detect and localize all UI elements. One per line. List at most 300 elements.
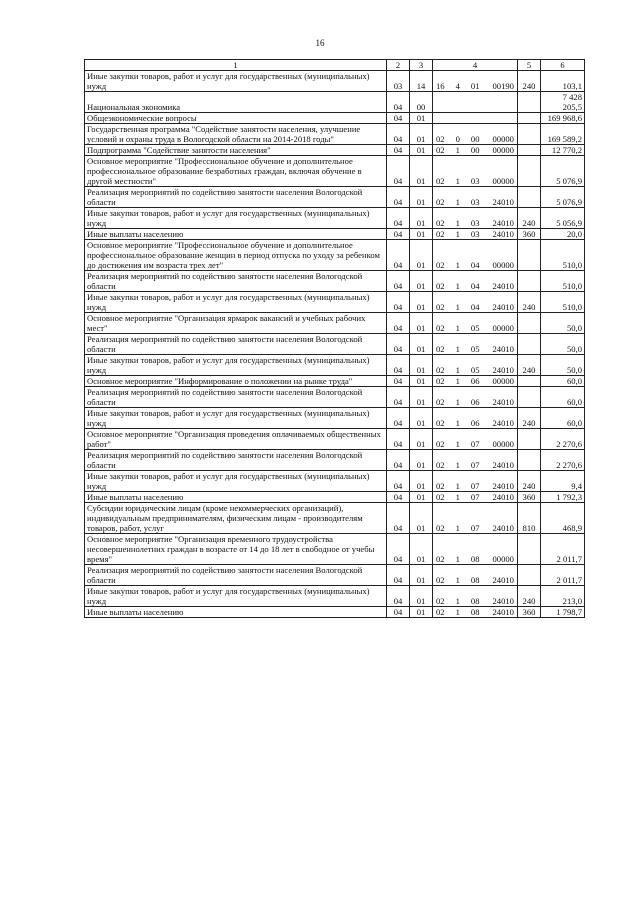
row-name-cell: Подпрограмма "Содействие занятости населения" [85,145,387,156]
row-name-cell: Реализация мероприятий по содействию занятости населения Вологодской области [85,565,387,586]
target-code [433,176,517,186]
table-row [85,408,585,429]
row-expense-type-cell: 240 [518,71,541,92]
row-section-cell: 04 [387,113,410,124]
row-subsection-cell: 01 [410,429,433,450]
table-row [85,534,585,565]
row-amount-cell: 103,1 [541,71,585,92]
target-code-part: 02 [436,229,445,239]
target-code-part: 1 [455,460,460,470]
row-section-cell: 04 [387,156,410,187]
row-amount-cell: 5 076,9 [541,187,585,208]
row-amount-cell: 20,0 [541,229,585,240]
target-code [433,607,517,617]
target-code-part: 02 [436,302,445,312]
row-name-cell: Реализация мероприятий по содействию занятости населения Вологодской области [85,187,387,208]
row-amount-cell: 7 428 205,5 [541,92,585,113]
row-target-code-cell [433,229,518,240]
table-row [85,471,585,492]
row-amount-cell: 50,0 [541,334,585,355]
table-row [85,145,585,156]
target-code-part: 03 [470,197,480,207]
row-expense-type-cell [518,92,541,113]
row-amount-cell: 2 011,7 [541,534,585,565]
row-expense-type-cell [518,187,541,208]
table-row [85,492,585,503]
target-code-part: 1 [455,229,460,239]
target-code-part: 03 [470,229,480,239]
row-target-code-cell [433,607,518,618]
target-code-part: 24010 [492,575,514,585]
target-code-part: 1 [455,554,460,564]
target-code-part: 1 [455,596,460,606]
row-name-cell: Национальная экономика [85,92,387,113]
target-code-part: 02 [436,481,445,491]
table-row [85,313,585,334]
row-target-code-cell [433,471,518,492]
row-expense-type-cell [518,450,541,471]
row-target-code-cell [433,313,518,334]
row-name-cell: Иные закупки товаров, работ и услуг для государственных (муниципальных) нужд [85,408,387,429]
target-code-part: 02 [436,197,445,207]
target-code-part: 06 [470,397,480,407]
row-section-cell: 04 [387,187,410,208]
row-subsection-cell: 01 [410,387,433,408]
target-code [433,439,517,449]
target-code-part: 02 [436,596,445,606]
row-subsection-cell: 01 [410,492,433,503]
row-section-cell: 04 [387,313,410,334]
row-expense-type-cell [518,334,541,355]
row-target-code-cell [433,208,518,229]
row-target-code-cell [433,492,518,503]
row-section-cell: 04 [387,271,410,292]
row-subsection-cell: 01 [410,408,433,429]
table-row [85,450,585,471]
target-code-part: 00000 [492,323,514,333]
row-subsection-cell: 01 [410,607,433,618]
target-code [433,460,517,470]
row-section-cell: 04 [387,92,410,113]
target-code-part: 24010 [492,229,514,239]
row-amount-cell: 50,0 [541,313,585,334]
row-expense-type-cell [518,534,541,565]
row-amount-cell: 2 011,7 [541,565,585,586]
target-code-part: 00000 [492,134,514,144]
row-name-cell: Основное мероприятие "Информирование о положении на рынке труда" [85,376,387,387]
table-row [85,376,585,387]
row-section-cell: 04 [387,240,410,271]
target-code-part: 05 [470,323,480,333]
table-row [85,229,585,240]
row-name-cell: Реализация мероприятий по содействию занятости населения Вологодской области [85,271,387,292]
row-name-cell: Субсидии юридическим лицам (кроме некоммерческих организаций), индивидуальным предпринимателям, физическим лицам - производителям товаров, работ, услуг [85,503,387,534]
row-name-cell: Общеэкономические вопросы [85,113,387,124]
target-code [433,418,517,428]
target-code-part: 03 [470,176,480,186]
row-expense-type-cell: 240 [518,292,541,313]
row-subsection-cell: 14 [410,71,433,92]
row-target-code-cell [433,586,518,607]
row-amount-cell: 5 076,9 [541,156,585,187]
target-code-part: 06 [470,376,480,386]
row-subsection-cell: 01 [410,156,433,187]
row-subsection-cell: 01 [410,145,433,156]
target-code-part: 00 [470,145,480,155]
target-code-part: 02 [436,418,445,428]
row-expense-type-cell: 240 [518,355,541,376]
row-expense-type-cell: 240 [518,208,541,229]
target-code [433,197,517,207]
target-code-part: 1 [455,344,460,354]
target-code-part: 1 [455,492,460,502]
target-code-part: 1 [455,376,460,386]
row-target-code-cell [433,292,518,313]
target-code-part: 01 [470,81,480,91]
row-subsection-cell: 01 [410,450,433,471]
target-code-part: 1 [455,418,460,428]
row-section-cell: 04 [387,607,410,618]
target-code-part: 02 [436,492,445,502]
target-code-part: 04 [470,260,480,270]
row-target-code-cell [433,534,518,565]
target-code-part: 00000 [492,176,514,186]
row-expense-type-cell [518,145,541,156]
target-code-part: 24010 [492,344,514,354]
row-section-cell: 04 [387,534,410,565]
row-subsection-cell: 01 [410,271,433,292]
row-target-code-cell [433,503,518,534]
target-code-part: 1 [455,145,460,155]
target-code-part: 1 [455,323,460,333]
row-expense-type-cell [518,240,541,271]
row-name-cell: Основное мероприятие "Организация временного трудоустройства несовершеннолетних граждан в возрасте от 14 до 18 лет в свободное от учебы время" [85,534,387,565]
row-name-cell: Иные выплаты населению [85,607,387,618]
row-section-cell: 04 [387,355,410,376]
table-row [85,387,585,408]
table-row [85,92,585,113]
target-code [433,260,517,270]
target-code [433,376,517,386]
row-expense-type-cell [518,565,541,586]
row-subsection-cell: 01 [410,229,433,240]
table-row [85,240,585,271]
row-amount-cell: 2 270,6 [541,429,585,450]
target-code-part: 1 [455,260,460,270]
row-target-code-cell [433,376,518,387]
table-row [85,124,585,145]
target-code [433,492,517,502]
row-subsection-cell: 01 [410,313,433,334]
row-amount-cell: 60,0 [541,408,585,429]
target-code-part: 04 [470,281,480,291]
target-code-part: 1 [455,575,460,585]
row-section-cell: 04 [387,429,410,450]
row-subsection-cell: 00 [410,92,433,113]
row-target-code-cell [433,71,518,92]
target-code [433,344,517,354]
row-section-cell: 04 [387,334,410,355]
row-section-cell: 04 [387,503,410,534]
target-code-part: 02 [436,218,445,228]
target-code-part: 05 [470,344,480,354]
target-code-part: 02 [436,575,445,585]
row-amount-cell: 5 056,9 [541,208,585,229]
target-code-part: 02 [436,134,445,144]
row-name-cell: Иные закупки товаров, работ и услуг для государственных (муниципальных) нужд [85,355,387,376]
target-code-part: 00000 [492,439,514,449]
row-expense-type-cell [518,313,541,334]
table-row [85,156,585,187]
row-section-cell: 04 [387,387,410,408]
target-code-part: 00 [470,134,480,144]
target-code-part: 1 [455,281,460,291]
target-code [433,323,517,333]
target-code-part: 02 [436,523,445,533]
row-name-cell: Основное мероприятие "Профессиональное обучение и дополнительное профессиональное образование женщин в период отпуска по уходу за ребенком до достижения им возраста трех лет" [85,240,387,271]
row-name-cell: Основное мероприятие "Организация ярмарок вакансий и учебных рабочих мест" [85,313,387,334]
row-section-cell: 04 [387,124,410,145]
target-code-part: 1 [455,397,460,407]
row-expense-type-cell [518,429,541,450]
target-code-part: 1 [455,523,460,533]
target-code-part: 08 [470,554,480,564]
row-target-code-cell [433,240,518,271]
target-code-part: 4 [455,81,460,91]
target-code-part: 04 [470,302,480,312]
row-amount-cell: 1 798,7 [541,607,585,618]
target-code-part: 02 [436,145,445,155]
header-cell: 5 [518,60,541,71]
row-expense-type-cell [518,376,541,387]
target-code-part: 24010 [492,481,514,491]
target-code-part: 00190 [492,81,514,91]
row-section-cell: 04 [387,229,410,240]
row-amount-cell: 510,0 [541,292,585,313]
row-name-cell: Основное мероприятие "Организация проведения оплачиваемых общественных работ" [85,429,387,450]
target-code-part: 03 [470,218,480,228]
row-amount-cell: 2 270,6 [541,450,585,471]
row-expense-type-cell: 360 [518,492,541,503]
row-target-code-cell [433,92,518,113]
target-code-part: 24010 [492,523,514,533]
target-code-part: 07 [470,460,480,470]
row-amount-cell: 510,0 [541,271,585,292]
row-target-code-cell [433,113,518,124]
row-target-code-cell [433,408,518,429]
row-name-cell: Иные закупки товаров, работ и услуг для государственных (муниципальных) нужд [85,71,387,92]
target-code-part: 1 [455,481,460,491]
row-amount-cell: 9,4 [541,471,585,492]
table-row [85,503,585,534]
target-code-part: 02 [436,260,445,270]
row-section-cell: 04 [387,492,410,503]
table-row [85,71,585,92]
row-target-code-cell [433,355,518,376]
target-code-part: 07 [470,523,480,533]
row-expense-type-cell: 240 [518,471,541,492]
row-expense-type-cell: 240 [518,586,541,607]
target-code-part: 24010 [492,460,514,470]
target-code-part: 1 [455,218,460,228]
row-amount-cell: 468,9 [541,503,585,534]
target-code-part: 02 [436,323,445,333]
target-code-part: 00000 [492,260,514,270]
row-target-code-cell [433,450,518,471]
row-subsection-cell: 01 [410,355,433,376]
row-target-code-cell [433,387,518,408]
row-section-cell: 04 [387,208,410,229]
row-subsection-cell: 01 [410,503,433,534]
target-code-part: 1 [455,607,460,617]
row-subsection-cell: 01 [410,471,433,492]
row-name-cell: Иные закупки товаров, работ и услуг для государственных (муниципальных) нужд [85,471,387,492]
target-code-part: 06 [470,418,480,428]
row-expense-type-cell [518,387,541,408]
row-subsection-cell: 01 [410,124,433,145]
row-name-cell: Реализация мероприятий по содействию занятости населения Вологодской области [85,387,387,408]
table-row [85,271,585,292]
row-subsection-cell: 01 [410,187,433,208]
row-target-code-cell [433,334,518,355]
row-target-code-cell [433,429,518,450]
target-code-part: 07 [470,492,480,502]
table-row [85,607,585,618]
target-code-part: 16 [436,81,445,91]
row-expense-type-cell: 360 [518,229,541,240]
table-header-row [85,60,585,71]
table-row [85,586,585,607]
row-subsection-cell: 01 [410,376,433,387]
target-code-part: 02 [436,376,445,386]
table-row [85,292,585,313]
target-code [433,218,517,228]
target-code-part: 02 [436,554,445,564]
table-row [85,429,585,450]
row-section-cell: 04 [387,376,410,387]
header-cell: 3 [410,60,433,71]
target-code-part: 02 [436,397,445,407]
target-code-part: 00000 [492,376,514,386]
budget-table [84,59,585,618]
row-section-cell: 03 [387,71,410,92]
row-amount-cell: 169 968,6 [541,113,585,124]
row-subsection-cell: 01 [410,208,433,229]
row-name-cell: Иные закупки товаров, работ и услуг для государственных (муниципальных) нужд [85,292,387,313]
target-code-part: 24010 [492,218,514,228]
target-code [433,523,517,533]
target-code-part: 1 [455,439,460,449]
target-code [433,596,517,606]
target-code [433,397,517,407]
row-subsection-cell: 01 [410,113,433,124]
target-code [433,554,517,564]
row-target-code-cell [433,156,518,187]
header-cell: 4 [433,60,518,71]
target-code-part: 24010 [492,281,514,291]
row-expense-type-cell: 240 [518,408,541,429]
row-name-cell: Иные закупки товаров, работ и услуг для государственных (муниципальных) нужд [85,208,387,229]
target-code-part: 02 [436,344,445,354]
target-code-part: 02 [436,365,445,375]
row-target-code-cell [433,565,518,586]
target-code-part: 1 [455,197,460,207]
target-code-part: 08 [470,575,480,585]
row-expense-type-cell [518,156,541,187]
row-section-cell: 04 [387,408,410,429]
page-number: 16 [315,38,325,48]
row-target-code-cell [433,271,518,292]
target-code-part: 24010 [492,596,514,606]
target-code-part: 02 [436,281,445,291]
target-code-part: 24010 [492,365,514,375]
row-subsection-cell: 01 [410,534,433,565]
target-code-part: 0 [455,134,460,144]
target-code-part: 1 [455,302,460,312]
row-name-cell: Иные закупки товаров, работ и услуг для государственных (муниципальных) нужд [85,586,387,607]
target-code-part: 02 [436,607,445,617]
target-code [433,229,517,239]
table-body [85,60,585,618]
row-section-cell: 04 [387,292,410,313]
target-code [433,302,517,312]
row-subsection-cell: 01 [410,565,433,586]
header-cell: 2 [387,60,410,71]
row-name-cell: Основное мероприятие "Профессиональное обучение и дополнительное профессиональное образование безработных граждан, включая обучение в другой местности" [85,156,387,187]
row-amount-cell: 213,0 [541,586,585,607]
target-code-part: 24010 [492,492,514,502]
header-cell: 6 [541,60,585,71]
table-row [85,334,585,355]
table-row [85,355,585,376]
row-section-cell: 04 [387,565,410,586]
target-code [433,81,517,91]
target-code-part: 24010 [492,418,514,428]
target-code-part: 1 [455,176,460,186]
row-name-cell: Иные выплаты населению [85,229,387,240]
table-row [85,565,585,586]
table-row [85,113,585,124]
row-target-code-cell [433,187,518,208]
target-code-part: 24010 [492,302,514,312]
row-section-cell: 04 [387,471,410,492]
target-code [433,481,517,491]
target-code [433,281,517,291]
row-subsection-cell: 01 [410,334,433,355]
row-amount-cell: 60,0 [541,376,585,387]
target-code [433,365,517,375]
target-code [433,134,517,144]
target-code-part: 07 [470,439,480,449]
target-code-part: 08 [470,596,480,606]
row-expense-type-cell [518,271,541,292]
target-code-part: 05 [470,365,480,375]
target-code-part: 24010 [492,197,514,207]
row-name-cell: Реализация мероприятий по содействию занятости населения Вологодской области [85,334,387,355]
target-code-part: 00000 [492,145,514,155]
target-code [433,575,517,585]
row-expense-type-cell: 810 [518,503,541,534]
row-subsection-cell: 01 [410,586,433,607]
row-subsection-cell: 01 [410,292,433,313]
row-expense-type-cell: 360 [518,607,541,618]
row-amount-cell: 12 770,2 [541,145,585,156]
target-code-part: 07 [470,481,480,491]
target-code-part: 02 [436,460,445,470]
target-code-part: 24010 [492,607,514,617]
row-target-code-cell [433,145,518,156]
target-code [433,145,517,155]
